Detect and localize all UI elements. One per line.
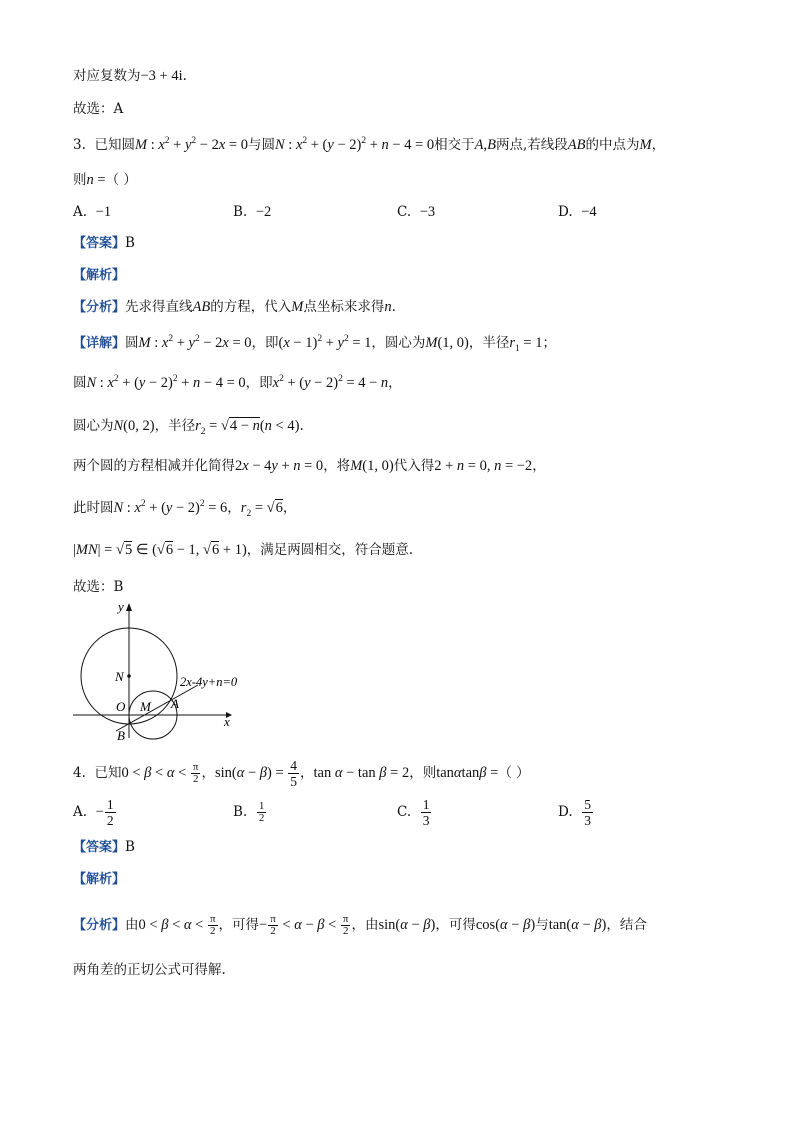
q3-fenxi: 【分析】先求得直线AB的方程，代入M点坐标来求得n. <box>73 299 396 315</box>
label-n: N <box>115 669 124 684</box>
q4-answer: 【答案】B <box>73 839 135 855</box>
q3-analysis-tag: 【解析】 <box>73 268 126 283</box>
complex-number: −3 + 4i <box>140 68 183 84</box>
q3-option-c[interactable]: C. −3 <box>397 204 436 220</box>
q3-text: 的中点为 <box>585 137 640 153</box>
q4-analysis-tag: 【解析】 <box>73 872 126 887</box>
q3-choose: 故选：B <box>73 579 124 595</box>
q4-option-b[interactable]: B. $\frac{1}{2}$ <box>233 800 265 824</box>
q3-number: 3. <box>73 137 86 153</box>
q3-detail-line-4: 两个圆的方程相减并化简得2x − 4y + n = 0，将M(1, 0)代入得2 + n = 0, n = −2， <box>73 458 546 474</box>
intro-line-1: 对应复数为−3 + 4i. <box>73 68 187 84</box>
q4-option-a[interactable]: A. − $\frac{1}{2}$ <box>73 797 114 828</box>
q3-option-a[interactable]: A. −1 <box>73 204 112 220</box>
intro-text: 对应复数为 <box>73 68 141 84</box>
q3-detail-line-5: 此时圆N : $x^2 + (y - 2)^2 = 6$，$r_2 = √6$， <box>73 499 297 519</box>
q3-text: 与圆 <box>247 137 275 153</box>
label-m: M <box>140 699 151 714</box>
q3-detail-line-6: |MN| = √5 ∈ (√6 − 1, √6 + 1)，满足两圆相交，符合题意. <box>73 542 414 558</box>
line-equation-label: 2x-4y+n=0 <box>180 675 238 689</box>
label-o: O <box>116 699 126 714</box>
q3-text: 两点,若线段 <box>495 137 568 153</box>
q3-text: 相交于 <box>434 137 475 153</box>
q3-blank: （ ） <box>105 172 137 188</box>
q4-fenxi-line-1: 【分析】由0 < β < α < $\frac{\pi}{2}$ ，可得− $\frac{\pi}{2}$ < α − β < $\frac{\pi}{2}$ ，由sin(α − β)，可得cos(α − β)与tan(α − β)，结合 <box>73 913 647 937</box>
q3-detail-line-2: 圆N : $x^2 + (y - 2)^2 + n - 4 = 0$，即$x^2 + (y - 2)^2 = 4 - n$， <box>73 374 402 391</box>
q3-option-b[interactable]: B. −2 <box>233 204 272 220</box>
q3-detail-line-1: 【详解】圆M : $x^2 + y^2 - 2x = 0$，即$(x - 1)^2 + y^2 = 1$，圆心为M(1, 0)，半径$r_1 = 1$； <box>73 334 556 354</box>
q4-option-d[interactable]: D. $\frac{5}{3}$ <box>558 797 591 828</box>
line-ab <box>116 685 198 731</box>
label-a: A <box>171 696 179 711</box>
q3-stem-line-2: 则n =（ ） <box>73 172 137 188</box>
label-b: B <box>117 728 125 743</box>
q3-stem-line-1: 3. 已知圆M : $x^2 + y^2 - 2x = 0$与圆N : $x^2 + (y - 2)^2 + n - 4 = 0$相交于A,B两点,若线段AB的中点为M， <box>73 136 666 153</box>
q4-option-c[interactable]: C. $\frac{1}{3}$ <box>397 797 430 828</box>
y-axis-label: y <box>118 599 124 614</box>
y-axis-arrow <box>126 603 132 611</box>
point-n <box>127 674 131 678</box>
q4-fenxi-line-2: 两角差的正切公式可得解. <box>73 962 226 978</box>
q3-detail-line-3: 圆心为N(0, 2)，半径$r_2 = √4 - n(n < 4)$. <box>73 418 304 437</box>
intro-line-2: 故选：A <box>73 101 124 117</box>
q3-text: 已知圆 <box>94 137 135 153</box>
q3-option-d[interactable]: D. −4 <box>558 204 597 220</box>
q4-stem: 4. 已知0 < β < α < $\frac{\pi}{2}$ ，sin(α − β) = $\frac{4}{5}$ ，tan α − tan β = 2，则tanαtanβ =（ ） <box>73 758 530 789</box>
q3-answer: 【答案】B <box>73 235 135 251</box>
x-axis-label: x <box>224 714 230 729</box>
circle-figure <box>68 598 268 743</box>
q3-text: 则 <box>73 172 87 188</box>
